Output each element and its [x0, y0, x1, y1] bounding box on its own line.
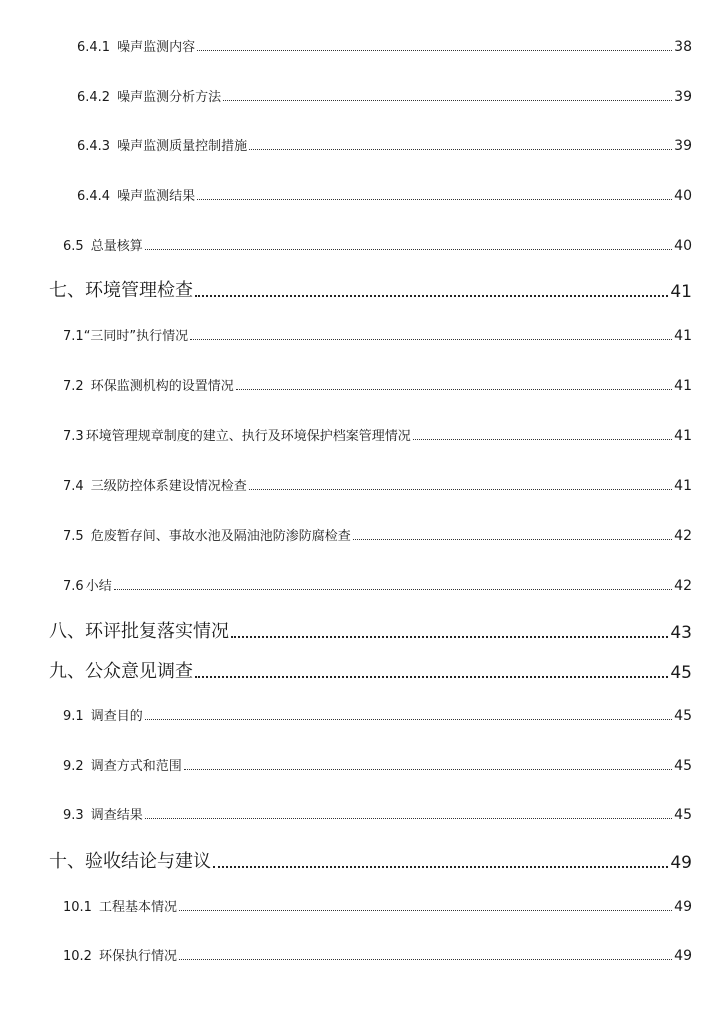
toc-entry-page: 40 [674, 188, 692, 204]
toc-entry-9-2[interactable] [63, 755, 692, 774]
toc-entry-6-4-2[interactable] [77, 86, 692, 105]
dot-leader [145, 248, 672, 250]
dot-leader [114, 588, 672, 590]
dot-leader [179, 909, 672, 911]
toc-entry-page: 41 [674, 428, 692, 444]
toc-chapter-title: 九、公众意见调查 [49, 661, 193, 682]
toc-entry-title: “三同时”执行情况 [83, 329, 189, 344]
toc-entry-6-4-1[interactable] [77, 36, 692, 55]
toc-entry-number: 6.5 [63, 239, 84, 254]
toc-entry-7-3[interactable] [63, 425, 692, 444]
toc-entry-title: 噪声监测质量控制措施 [117, 139, 248, 154]
toc-entry-page: 42 [674, 528, 692, 544]
dot-leader [353, 538, 672, 540]
toc-entry-page: 38 [674, 39, 692, 55]
toc-entry-title: 总量核算 [90, 239, 143, 254]
toc-entry-number: 10.1 [63, 900, 92, 915]
toc-chapter-10[interactable] [49, 847, 692, 873]
toc-entry-page: 45 [674, 708, 692, 724]
dot-leader [197, 49, 672, 51]
toc-chapter-title: 七、环境管理检查 [49, 280, 193, 301]
toc-entry-6-4-3[interactable] [77, 135, 692, 154]
toc-entry-number: 6.4.3 [77, 139, 111, 154]
toc-entry-page: 40 [674, 238, 692, 254]
toc-entry-9-1[interactable] [63, 705, 692, 724]
toc-entry-title: 噪声监测内容 [117, 40, 196, 55]
dot-leader [213, 865, 668, 868]
toc-entry-number: 7.2 [63, 379, 84, 394]
toc-entry-page: 43 [670, 623, 692, 643]
toc-entry-number: 10.2 [63, 949, 92, 964]
toc-entry-page: 45 [670, 663, 692, 683]
toc-entry-page: 49 [670, 853, 692, 873]
toc-entry-title: 噪声监测分析方法 [117, 90, 222, 105]
toc-entry-6-4-4[interactable] [77, 185, 692, 204]
toc-entry-page: 41 [670, 282, 692, 302]
toc-entry-7-1[interactable] [63, 325, 692, 344]
toc-entry-page: 49 [674, 948, 692, 964]
toc-entry-9-3[interactable] [63, 804, 692, 823]
toc-entry-10-1[interactable] [63, 896, 692, 915]
dot-leader [195, 675, 668, 678]
toc-entry-title: 危废暂存间、事故水池及隔油池防渗防腐检查 [90, 529, 351, 544]
dot-leader [145, 718, 672, 720]
toc-entry-title: 调查目的 [90, 709, 143, 724]
dot-leader [195, 294, 668, 297]
toc-entry-10-2[interactable] [63, 945, 692, 964]
toc-entry-page: 41 [674, 478, 692, 494]
dot-leader [197, 198, 672, 200]
dot-leader [223, 99, 672, 101]
toc-entry-page: 41 [674, 378, 692, 394]
toc-entry-number: 7.3 [63, 429, 84, 444]
toc-entry-7-2[interactable] [63, 375, 692, 394]
toc-chapter-7[interactable] [49, 276, 692, 302]
toc-chapter-9[interactable] [49, 657, 692, 683]
dot-leader [249, 148, 672, 150]
toc-entry-title: 环境管理规章制度的建立、执行及环境保护档案管理情况 [85, 429, 411, 444]
toc-chapter-title: 十、验收结论与建议 [49, 851, 211, 872]
dot-leader [249, 488, 672, 490]
toc-entry-title: 噪声监测结果 [117, 189, 196, 204]
toc-entry-title: 三级防控体系建设情况检查 [90, 479, 247, 494]
toc-entry-number: 7.1 [63, 329, 84, 344]
toc-entry-page: 41 [674, 328, 692, 344]
dot-leader [413, 438, 672, 440]
toc-entry-page: 39 [674, 89, 692, 105]
toc-entry-number: 9.2 [63, 759, 84, 774]
toc-entry-title: 调查结果 [90, 808, 143, 823]
dot-leader [236, 388, 672, 390]
toc-entry-title: 工程基本情况 [98, 900, 177, 915]
toc-entry-title: 调查方式和范围 [90, 759, 182, 774]
toc-entry-title: 环保监测机构的设置情况 [90, 379, 234, 394]
toc-entry-title: 环保执行情况 [98, 949, 177, 964]
dot-leader [179, 958, 672, 960]
toc-entry-number: 7.4 [63, 479, 84, 494]
toc-chapter-title: 八、环评批复落实情况 [49, 621, 229, 642]
dot-leader [145, 817, 672, 819]
toc-entry-7-4[interactable] [63, 475, 692, 494]
toc-entry-page: 39 [674, 138, 692, 154]
toc-entry-page: 45 [674, 758, 692, 774]
toc-entry-page: 45 [674, 807, 692, 823]
toc-entry-page: 49 [674, 899, 692, 915]
dot-leader [190, 338, 672, 340]
toc-entry-page: 42 [674, 578, 692, 594]
toc-entry-7-6[interactable] [63, 575, 692, 594]
toc-entry-number: 9.1 [63, 709, 84, 724]
toc-entry-7-5[interactable] [63, 525, 692, 544]
toc-entry-number: 7.6 [63, 579, 84, 594]
toc-entry-6-5[interactable] [63, 235, 692, 254]
toc-entry-title: 小结 [85, 579, 112, 594]
toc-entry-number: 6.4.4 [77, 189, 111, 204]
toc-chapter-8[interactable] [49, 617, 692, 643]
toc-entry-number: 6.4.1 [77, 40, 111, 55]
dot-leader [231, 635, 668, 638]
dot-leader [184, 768, 672, 770]
toc-entry-number: 6.4.2 [77, 90, 111, 105]
toc-entry-number: 7.5 [63, 529, 84, 544]
toc-entry-number: 9.3 [63, 808, 84, 823]
